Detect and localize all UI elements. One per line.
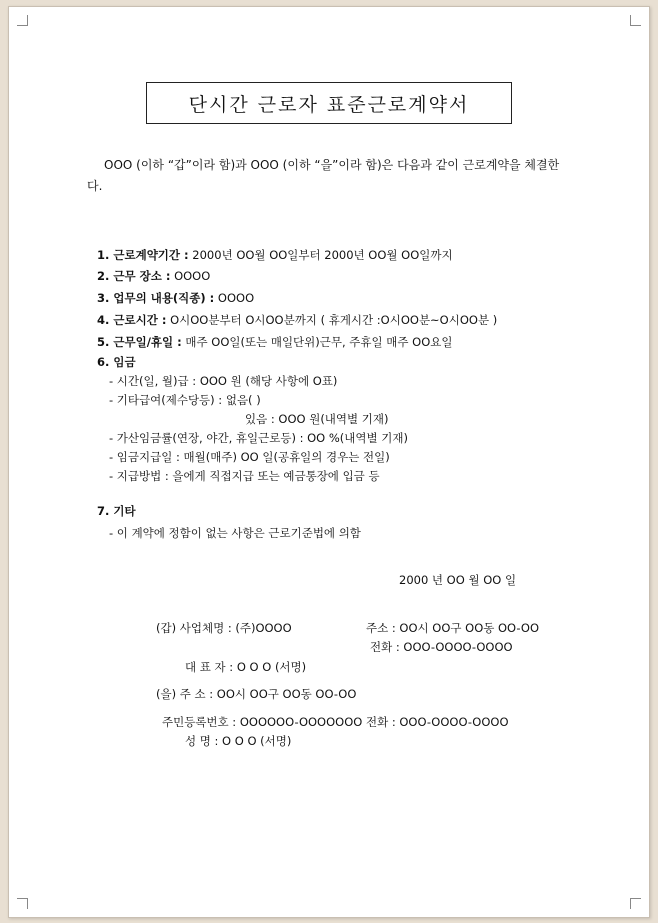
page-corner-mark <box>17 898 28 909</box>
intro-line-2: 다. <box>87 179 103 193</box>
other-allowance-detail: 있음 : OOO 원(내역별 기재) <box>245 412 389 426</box>
item-wages-heading: 6. 임금 <box>97 355 136 369</box>
item-work-place <box>97 268 210 284</box>
pay-day-line: - 임금지급일 : 매월(매주) OO 일(공휴일의 경우는 전일) <box>109 450 390 464</box>
wage-rate-line: - 시간(일, 월)급 : OOO 원 (해당 사항에 O표) <box>109 374 338 388</box>
item-other-heading: 7. 기타 <box>97 504 136 518</box>
item-work-hours <box>97 312 497 328</box>
document-page <box>8 6 650 918</box>
intro-line-1: OOO (이하 “갑”이라 함)과 OOO (이하 “을”이라 함)은 다음과 같이 근로계약을 체결한 <box>104 158 560 172</box>
other-note-line: - 이 계약에 정함이 없는 사항은 근로기준법에 의함 <box>109 526 361 540</box>
item-label: 1. 근로계약기간 : <box>97 248 189 262</box>
employee-address: (을) 주 소 : OO시 OO구 OO동 OO-OO <box>156 687 357 701</box>
employee-name: 성 명 : O O O (서명) <box>185 734 292 748</box>
employer-phone: 전화 : OOO-OOOO-OOOO <box>370 640 513 654</box>
item-value: O시OO분부터 O시OO분까지 ( 휴게시간 :O시OO분~O시OO분 ) <box>166 313 498 327</box>
item-label: 5. 근무일/휴일 : <box>97 335 182 349</box>
employer-company-name: (갑) 사업체명 : (주)OOOO <box>156 621 292 635</box>
employer-address: 주소 : OO시 OO구 OO동 OO-OO <box>366 621 540 635</box>
pay-method-line: - 지급방법 : 을에게 직접지급 또는 예금통장에 입금 등 <box>109 469 380 483</box>
item-job-description <box>97 290 254 306</box>
item-label: 3. 업무의 내용(직종) : <box>97 291 215 305</box>
item-value: OOOO <box>170 269 211 283</box>
employee-id-phone: 주민등록번호 : OOOOOO-OOOOOOO 전화 : OOO-OOOO-OOOO <box>162 715 509 729</box>
item-label: 2. 근무 장소 : <box>97 269 171 283</box>
page-corner-mark <box>630 15 641 26</box>
employer-representative: 대 표 자 : O O O (서명) <box>185 660 307 674</box>
item-value: OOOO <box>214 291 255 305</box>
overtime-rate-line: - 가산임금률(연장, 야간, 휴일근로등) : OO %(내역별 기재) <box>109 431 408 445</box>
item-contract-period <box>97 247 453 263</box>
other-allowance-line: - 기타급여(제수당등) : 없음( ) <box>109 393 261 407</box>
page-corner-mark <box>17 15 28 26</box>
contract-date: 2000 년 OO 월 OO 일 <box>399 573 517 587</box>
item-workdays-holidays <box>97 334 452 350</box>
document-title: 단시간 근로자 표준근로계약서 <box>146 82 512 124</box>
item-value: 매주 OO일(또는 매일단위)근무, 주휴일 매주 OO요일 <box>181 335 453 349</box>
item-label: 4. 근로시간 : <box>97 313 167 327</box>
item-value: 2000년 OO월 OO일부터 2000년 OO월 OO일까지 <box>188 248 453 262</box>
page-corner-mark <box>630 898 641 909</box>
